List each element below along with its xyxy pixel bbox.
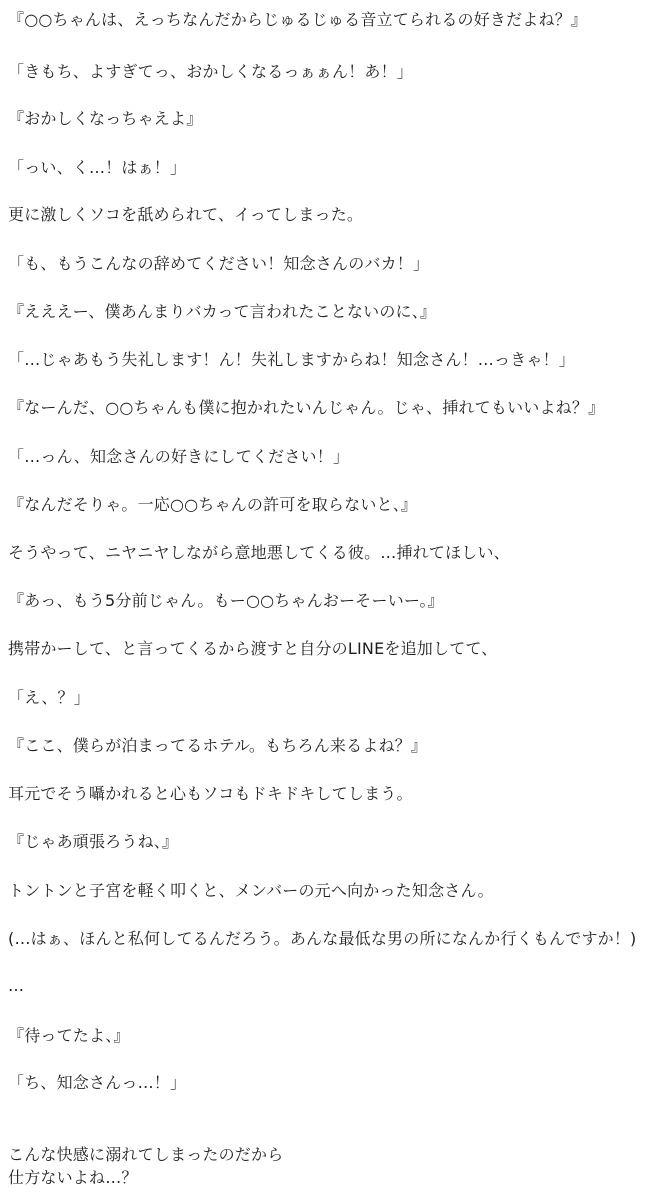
story-line-24: こんな快感に溺れてしまったのだから [8,1145,284,1164]
story-line-12: そうやって、ニヤニヤしながら意地悪してくる彼。…挿れてほしい、 [8,543,510,562]
story-line-9: 『なーんだ、○○ちゃんも僕に抱かれたいんじゃん。じゃ、挿れてもいいよね？』 [8,398,605,417]
story-line-16: 『ここ、僕らが泊まってるホテル。もちろん来るよね？』 [8,736,428,755]
story-line-23: 「ち、知念さんっ…！」 [8,1073,187,1092]
story-line-15: 「え、？」 [8,688,90,707]
story-line-3: 『おかしくなっちゃえよ』 [8,109,203,128]
story-line-25: 仕方ないよね…？ [8,1168,138,1187]
story-line-19: トントンと子宮を軽く叩くと、メンバーの元へ向かった知念さん。 [8,881,494,900]
story-line-10: 「…っん、知念さんの好きにしてください！」 [8,447,350,466]
story-line-20: (…はぁ、ほんと私何してるんだろう。あんな最低な男の所になんか行くもんですか！) [8,929,637,948]
story-line-11: 『なんだそりゃ。一応○○ちゃんの許可を取らないと、』 [8,495,418,514]
story-line-13: 『あっ、もう5分前じゃん。もー○○ちゃんおーそーいー。』 [8,591,444,610]
story-line-1: 『○○ちゃんは、えっちなんだからじゅるじゅる音立てられるの好きだよね？』 [8,10,588,29]
story-line-14: 携帯かーして、と言ってくるから渡すと自分のLINEを追加してて、 [8,639,498,658]
story-line-8: 「…じゃあもう失礼します！ん！失礼しますからね！知念さん！…っきゃ！」 [8,350,576,369]
story-line-18: 『じゃあ頑張ろうね、』 [8,832,179,851]
story-line-22: 『待ってたよ、』 [8,1026,130,1045]
story-line-5: 更に激しくソコを舐められて、イってしまった。 [8,205,364,224]
story-line-6: 「も、もうこんなの辞めてください！知念さんのバカ！」 [8,254,430,273]
story-line-4: 「っい、く…！はぁ！」 [8,158,187,177]
story-line-17: 耳元でそう囁かれると心もソコもドキドキしてしまう。 [8,784,413,803]
story-line-21: … [8,976,25,995]
story-line-7: 『えええー、僕あんまりバカって言われたことないのに、』 [8,302,437,321]
story-line-2: 「きもち、よすぎてっ、おかしくなるっぁぁん！あ！」 [8,62,414,81]
